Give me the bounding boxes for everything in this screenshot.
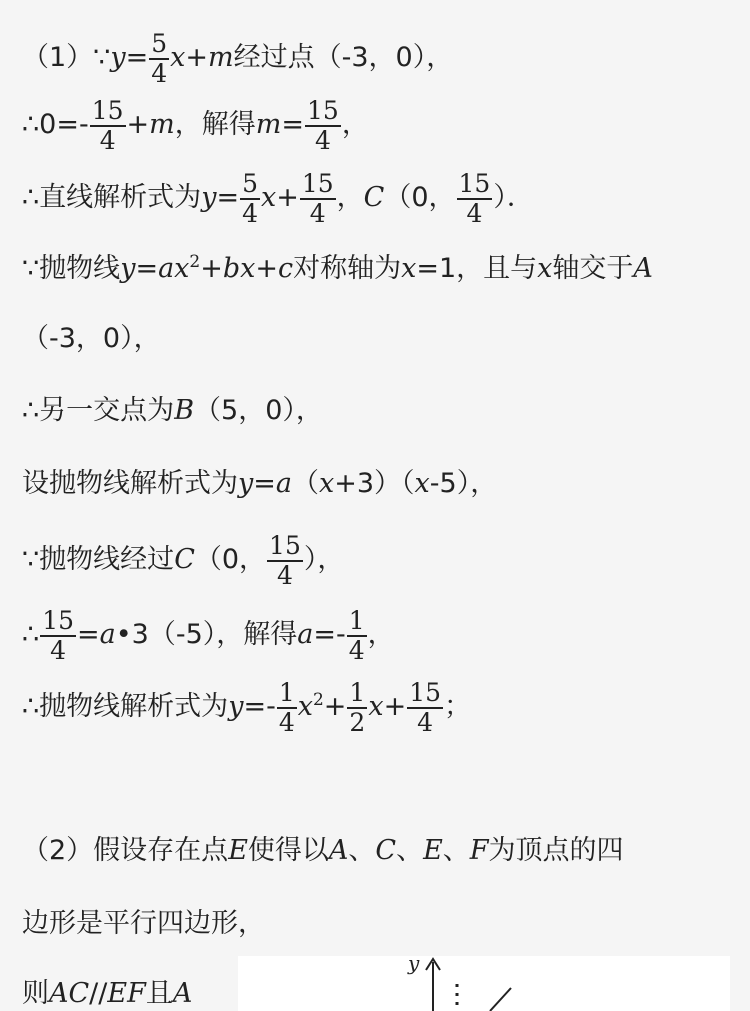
denominator: 4 <box>242 198 258 228</box>
text: ， <box>367 619 395 650</box>
text: 则 <box>22 978 49 1009</box>
text: ∴ <box>22 619 40 650</box>
denominator: 4 <box>466 198 483 228</box>
math-var: E <box>228 835 248 866</box>
denominator: 4 <box>99 125 116 155</box>
text: ）． <box>493 182 534 213</box>
solution-line-2 <box>22 97 369 154</box>
math-var: x <box>297 691 313 722</box>
math-var: y <box>228 691 244 722</box>
text: ∴另一交点为 <box>22 395 175 426</box>
math-var: a <box>99 619 116 650</box>
text: （-3，0）， <box>22 323 161 354</box>
solution-line-4 <box>22 252 653 284</box>
text: 轴交于 <box>552 253 634 284</box>
math-var: A <box>633 253 653 284</box>
math-var: C <box>375 835 397 866</box>
math-var: x <box>260 182 277 213</box>
text: •3（-5），解得 <box>115 619 298 650</box>
solution-line-1 <box>22 30 453 87</box>
text: ∵抛物线经过 <box>22 544 175 575</box>
denominator: 4 <box>277 560 293 590</box>
text: = <box>281 109 305 140</box>
fraction <box>347 679 367 736</box>
text: + <box>383 691 407 722</box>
text: = <box>216 182 240 213</box>
math-var: m <box>208 42 234 73</box>
fraction <box>90 97 126 154</box>
solution-line-13 <box>22 980 192 1007</box>
math-var: A <box>328 835 349 866</box>
fraction <box>347 607 367 664</box>
numerator: 15 <box>42 606 74 635</box>
text: + <box>276 182 299 213</box>
numerator: 15 <box>301 169 334 198</box>
text: （5，0）， <box>194 395 323 426</box>
text: = <box>135 253 159 284</box>
text: （0， <box>194 544 267 575</box>
fraction <box>457 170 493 227</box>
denominator: 4 <box>151 58 168 88</box>
text: （2）假设存在点 <box>22 835 229 866</box>
numerator: 1 <box>348 606 365 635</box>
text: ∴抛物线解析式为 <box>22 691 229 722</box>
text: =- <box>313 619 346 650</box>
text: 、 <box>396 835 424 866</box>
numerator: 5 <box>151 29 168 58</box>
denominator: 4 <box>417 707 434 737</box>
numerator: 15 <box>269 531 301 560</box>
text: ，解得 <box>174 109 256 140</box>
math-var: ax <box>158 253 190 284</box>
math-var: x <box>537 253 553 284</box>
fraction <box>240 170 260 227</box>
numerator: 1 <box>349 678 366 707</box>
fraction <box>267 532 303 589</box>
numerator: 15 <box>458 169 491 198</box>
text: 设抛物线解析式为 <box>22 468 238 499</box>
math-var: m <box>149 109 175 140</box>
text: ）， <box>303 544 345 575</box>
coordinate-figure <box>238 956 730 1011</box>
denominator: 4 <box>309 198 326 228</box>
text: =- <box>243 691 276 722</box>
text: ∴直线解析式为 <box>22 182 202 213</box>
solution-line-6 <box>22 397 323 424</box>
math-var: m <box>255 109 282 140</box>
fraction <box>407 679 443 736</box>
text: // <box>89 978 108 1009</box>
math-var: x <box>319 468 335 499</box>
solution-line-12 <box>22 910 265 937</box>
fraction <box>149 30 169 87</box>
math-var: y <box>201 182 217 213</box>
exponent: 2 <box>312 690 324 710</box>
math-var: x <box>414 468 430 499</box>
numerator: 5 <box>242 169 258 198</box>
text: + <box>185 42 209 73</box>
math-var: y <box>120 253 136 284</box>
math-var: E <box>423 835 443 866</box>
numerator: 15 <box>307 96 339 125</box>
figure-svg <box>238 956 730 1011</box>
math-var: C <box>363 182 385 213</box>
text: ∴0=- <box>22 109 89 140</box>
text: 经过点（-3，0）， <box>233 42 454 73</box>
math-var: a <box>275 468 292 499</box>
text: 且 <box>145 978 173 1009</box>
numerator: 15 <box>409 678 441 707</box>
denominator: 4 <box>348 635 365 665</box>
text: + <box>126 109 150 140</box>
exponent: 2 <box>189 252 201 272</box>
text: ， <box>336 182 364 213</box>
math-var: F <box>469 835 489 866</box>
text: + <box>255 253 278 284</box>
text: （ <box>292 468 319 499</box>
text: + <box>323 691 347 722</box>
denominator: 2 <box>349 707 366 737</box>
math-var: A <box>172 978 193 1009</box>
math-var: EF <box>107 978 146 1009</box>
solution-line-8 <box>22 532 344 589</box>
math-var: C <box>174 544 195 575</box>
solution-line-3 <box>22 170 534 227</box>
math-var: x <box>401 253 417 284</box>
solution-line-10 <box>22 679 471 736</box>
y-axis-label: y <box>408 956 420 975</box>
text: = <box>77 619 100 650</box>
math-var: bx <box>222 253 256 284</box>
denominator: 4 <box>314 125 331 155</box>
math-var: AC <box>49 978 90 1009</box>
solution-line-9 <box>22 607 395 664</box>
math-var: c <box>278 253 294 284</box>
math-var: B <box>174 395 195 426</box>
text: 、 <box>348 835 376 866</box>
math-var: y <box>110 42 126 73</box>
numerator: 15 <box>91 96 124 125</box>
text: （0， <box>384 182 456 213</box>
solution-line-11 <box>22 837 624 864</box>
solution-line-5 <box>22 325 161 352</box>
text: （1）∵ <box>22 42 111 73</box>
text: ； <box>444 691 471 722</box>
text: 、 <box>442 835 470 866</box>
denominator: 4 <box>278 707 295 737</box>
fraction <box>40 607 76 664</box>
text: 对称轴为 <box>293 253 402 284</box>
numerator: 1 <box>278 678 295 707</box>
denominator: 4 <box>50 635 67 665</box>
fraction <box>305 97 341 154</box>
text: ， <box>341 109 369 140</box>
text: 为顶点的四 <box>488 835 624 866</box>
solution-line-7 <box>22 470 497 497</box>
text: 边形是平行四边形， <box>22 908 265 939</box>
text: =1，且与 <box>416 253 538 284</box>
text: +3）（ <box>334 468 415 499</box>
math-var: x <box>368 691 384 722</box>
math-var: a <box>297 619 314 650</box>
text: = <box>125 42 149 73</box>
text: = <box>253 468 276 499</box>
text: 使得以 <box>247 835 329 866</box>
text: -5）， <box>429 468 498 499</box>
line-segment <box>490 988 511 1011</box>
fraction <box>277 679 297 736</box>
text: ∵抛物线 <box>22 253 121 284</box>
fraction <box>300 170 336 227</box>
math-var: x <box>170 42 186 73</box>
math-var: y <box>238 468 254 499</box>
text: + <box>200 253 223 284</box>
